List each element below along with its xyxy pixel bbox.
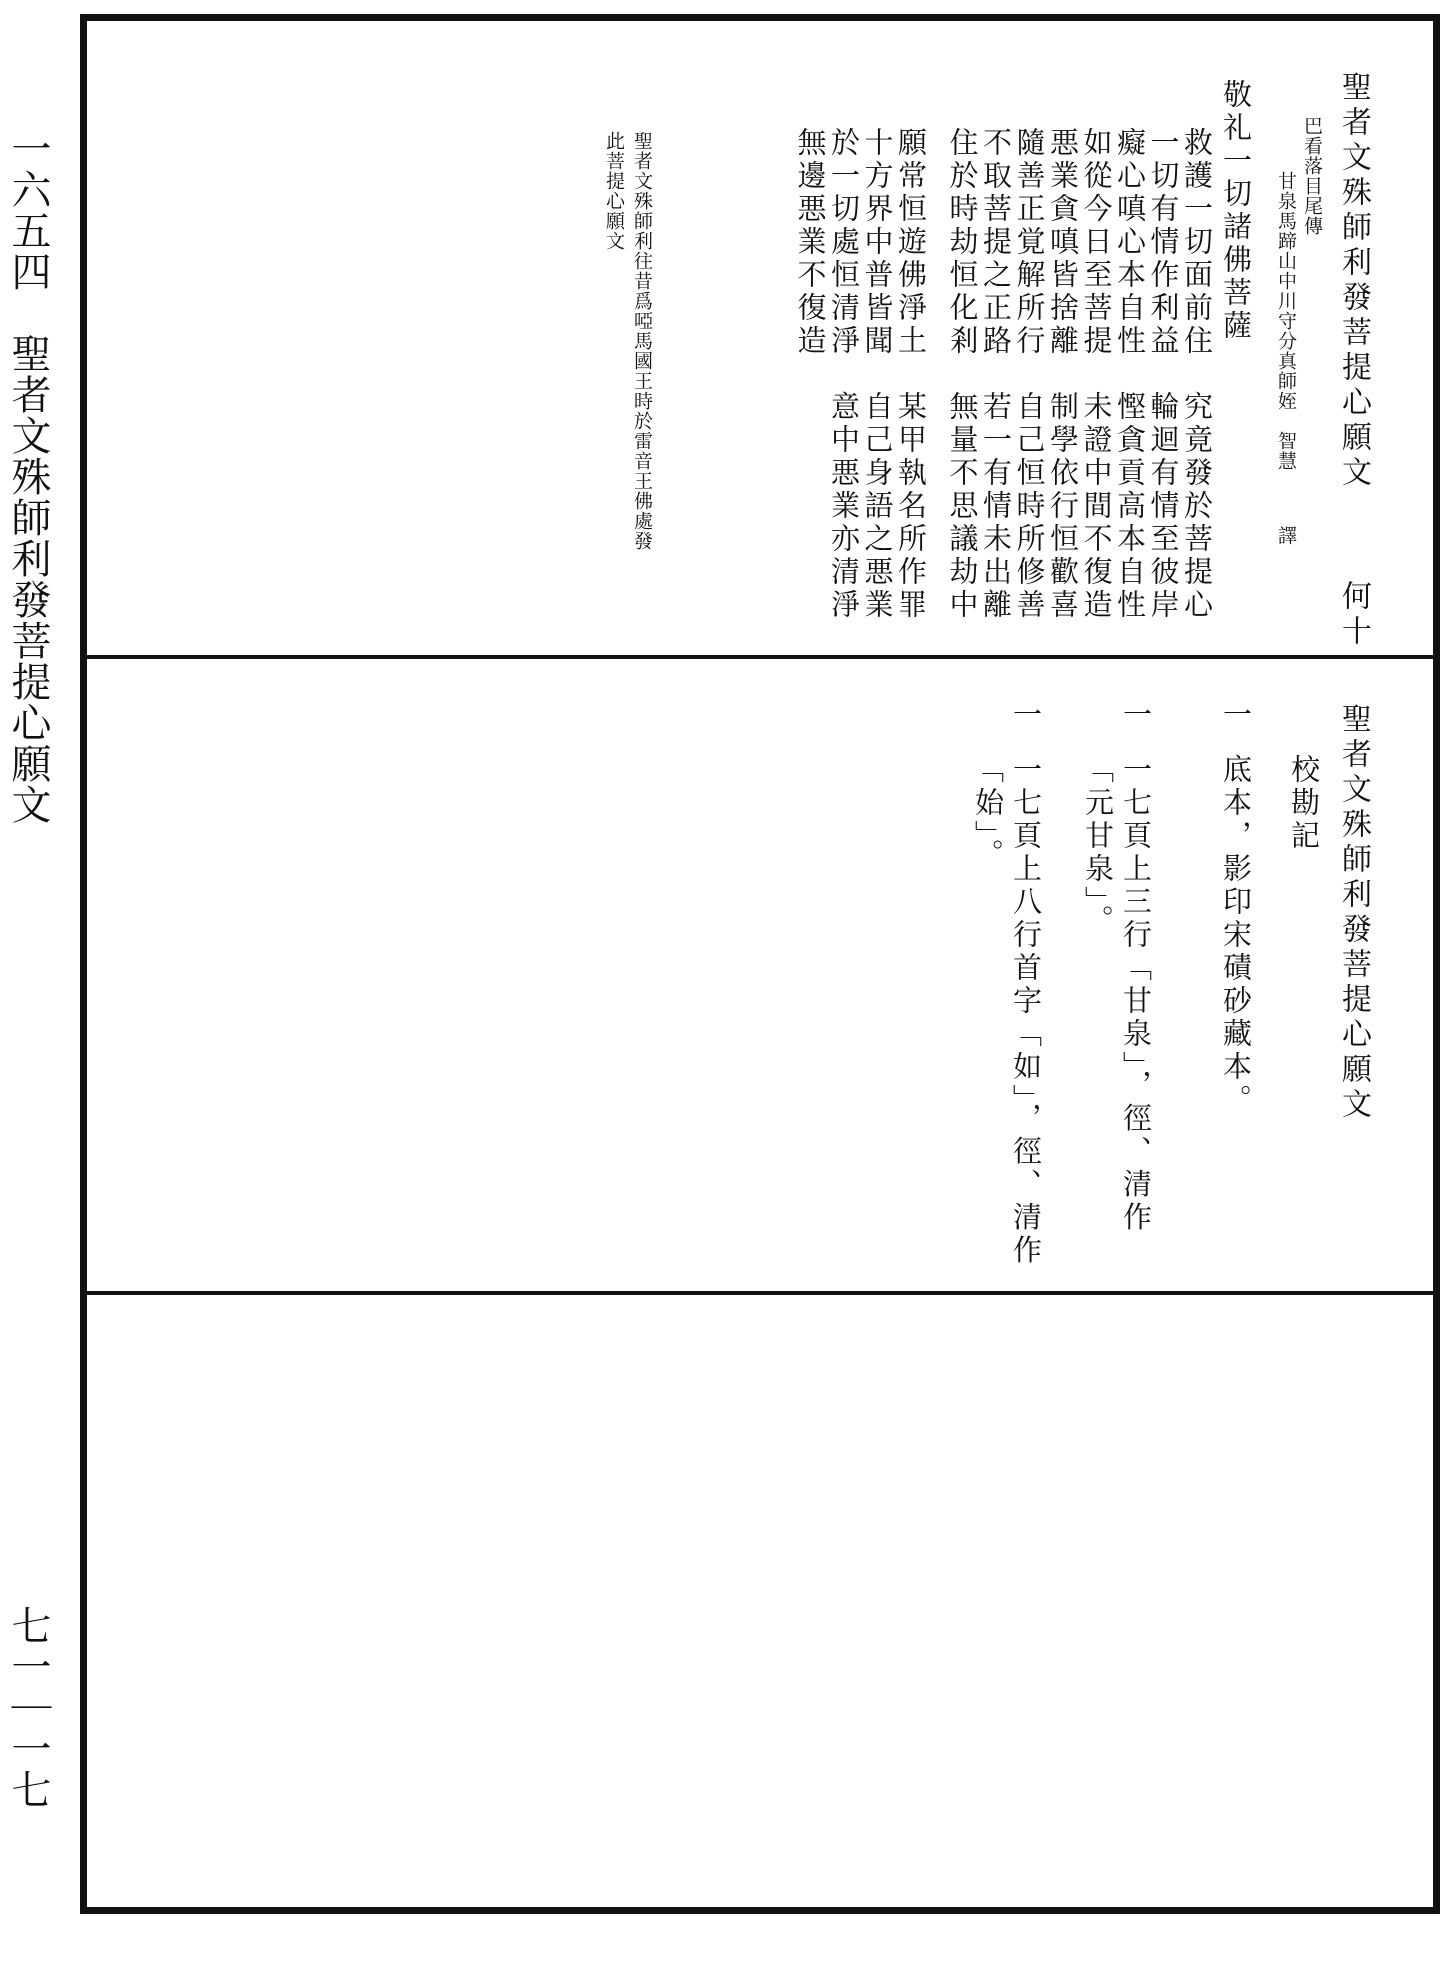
verse-line-lower: 某甲執名所作罪 [894,391,928,622]
note-text-continued: 「元甘泉」。 [1081,754,1115,938]
note-text: 底本，影印宋磧砂藏本。 [1219,754,1253,1117]
collation-heading: 校勘記 [1287,754,1321,853]
note-marker: 一 [1219,699,1253,732]
blank-panel [87,1295,1433,1907]
verse-line-upper: 不取菩提之正路 [979,127,1013,358]
verse-line-upper: 願常恒遊佛淨土 [894,127,928,358]
note-marker: 一 [1119,699,1153,732]
sutra-title-text: 聖者文殊師利發菩提心願文 [1336,71,1371,491]
verse-line-lower: 自己身語之悪業 [860,391,895,622]
translator-line-2 [1275,171,1297,545]
note-marker: 一 [1009,699,1043,732]
verse-line-lower: 輪迴有情至彼岸 [1146,391,1181,622]
verse-line-lower: 無量不思議劫中 [945,391,980,622]
verse-line-upper: 隨善正覚解所行 [1012,127,1047,358]
colophon-line-1: 聖者文殊師利往昔爲啞馬國王時於雷音王佛處發 [631,131,653,551]
verse-line-upper: 於一切處恒清淨 [827,127,861,358]
translator-name: 甘泉馬蹄山中川守分真師姪 智慧 [1275,171,1297,471]
verse-line-lower: 若一有情未出離 [979,391,1013,622]
verse-line-upper: 十方界中普皆聞 [860,127,895,358]
translator-line-1: 巴看落目尾傳 [1301,116,1323,236]
note-text: 一七頁上八行首字「如」，徑、清作 [1009,754,1043,1268]
verse-line-upper: 如從今日至菩提 [1079,127,1114,358]
sutra-title-number: 何十 [1336,580,1371,651]
verse-line-lower: 究竟發於菩提心 [1180,391,1214,622]
verse-line-lower: 慳貪貢高本自性 [1113,391,1147,622]
sutra-title [1331,71,1375,650]
verse-line-lower: 意中悪業亦清淨 [827,391,861,622]
collation-title: 聖者文殊師利發菩提心願文 [1336,703,1371,1123]
verse-line-upper: 住於時劫恒化剎 [945,127,980,358]
verse-line-lower: 自己恒時所修善 [1012,391,1047,622]
note-text-continued: 「始」。 [971,754,1005,872]
translator-role: 譯 [1275,525,1297,546]
running-header: 一六五四 聖者文殊師利發菩提心願文 [5,128,51,825]
note-text: 一七頁上三行「甘泉」，徑、清作 [1119,754,1153,1235]
verse-line-upper: 悪業貪嗔皆捨離 [1046,127,1080,358]
verse-line-upper: 無邊悪業不復造 [793,127,828,358]
page-number: 七一｜一七 [5,1605,51,1810]
collation-panel [87,659,1433,1295]
verse-heading: 敬礼一切諸佛菩薩 [1219,79,1253,343]
verse-line-upper: 癡心嗔心本自性 [1113,127,1147,358]
page-frame [80,14,1440,1914]
verse-line-upper: 救護一切面前住 [1180,127,1214,358]
sutra-panel [87,21,1433,659]
verse-line-upper: 一切有情作利益 [1146,127,1181,358]
verse-line-lower: 未證中間不復造 [1079,391,1114,622]
verse-line-lower: 制學依行恒歡喜 [1046,391,1080,622]
colophon-line-2: 此菩提心願文 [603,131,625,251]
